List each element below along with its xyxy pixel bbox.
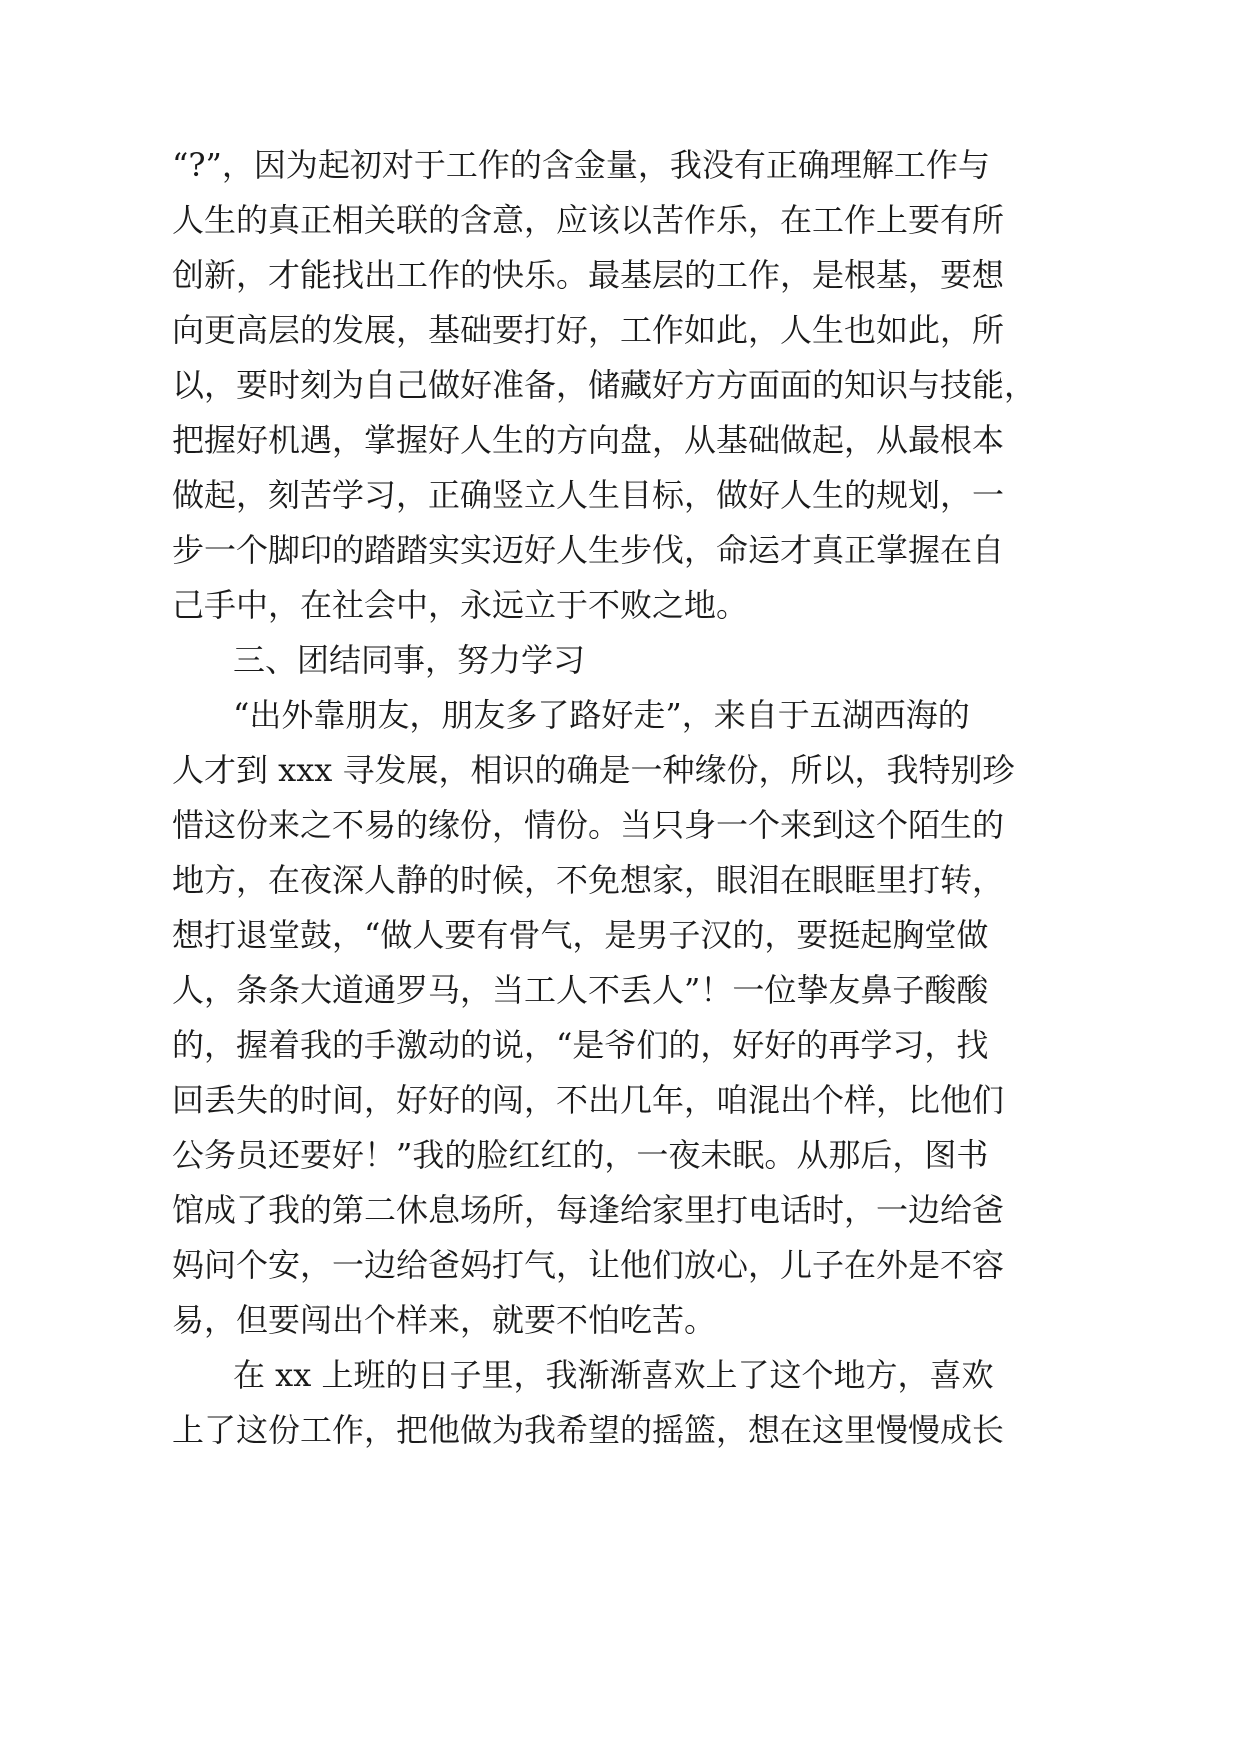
text-line xyxy=(0,1345,1241,1405)
text-line-content: 人才到 xxx 寻发展，相识的确是一种缘份，所以，我特别珍 xyxy=(172,751,1015,789)
text-line-content: 向更高层的发展，基础要打好，工作如此，人生也如此，所 xyxy=(172,311,1005,349)
text-line xyxy=(0,905,1241,965)
text-line-content: 创新，才能找出工作的快乐。最基层的工作，是根基，要想 xyxy=(172,256,1005,294)
text-line-content: 惜这份来之不易的缘份，情份。当只身一个来到这个陌生的 xyxy=(172,806,1005,844)
text-line xyxy=(0,190,1241,250)
text-line-content: 做起，刻苦学习，正确竖立人生目标，做好人生的规划，一 xyxy=(172,476,1005,514)
text-line xyxy=(0,300,1241,360)
text-line xyxy=(0,740,1241,800)
text-line xyxy=(0,1290,1241,1350)
text-line-content: 人生的真正相关联的含意，应该以苦作乐，在工作上要有所 xyxy=(172,201,1005,239)
section-heading xyxy=(0,630,1241,690)
text-line xyxy=(0,520,1241,580)
text-line-content: 馆成了我的第二休息场所，每逢给家里打电话时，一边给爸 xyxy=(172,1191,1005,1229)
text-line-content: 易，但要闯出个样来，就要不怕吃苦。 xyxy=(172,1301,717,1339)
text-line-content: “出外靠朋友，朋友多了路好走”，来自于五湖西海的 xyxy=(233,696,970,734)
text-line-content: 人，条条大道通罗马，当工人不丢人”！一位挚友鼻子酸酸 xyxy=(172,971,989,1009)
text-line xyxy=(0,1070,1241,1130)
section-heading-text: 三、团结同事，努力学习 xyxy=(233,641,586,679)
text-line-content: 妈问个安，一边给爸妈打气，让他们放心，儿子在外是不容 xyxy=(172,1246,1005,1284)
text-line-content: “?”，因为起初对于工作的含金量，我没有正确理解工作与 xyxy=(172,146,990,184)
text-line xyxy=(0,1400,1241,1460)
text-line xyxy=(0,355,1241,415)
text-line xyxy=(0,1235,1241,1295)
text-line xyxy=(0,245,1241,305)
text-line-content: 上了这份工作，把他做为我希望的摇篮，想在这里慢慢成长 xyxy=(172,1411,1005,1449)
text-line xyxy=(0,1125,1241,1185)
text-line xyxy=(0,135,1241,195)
text-line-content: 在 xx 上班的日子里，我渐渐喜欢上了这个地方，喜欢 xyxy=(233,1356,994,1394)
text-line xyxy=(0,685,1241,745)
text-line xyxy=(0,410,1241,470)
text-line-content: 公务员还要好！”我的脸红红的，一夜未眠。从那后，图书 xyxy=(172,1136,989,1174)
text-line xyxy=(0,960,1241,1020)
text-line-content: 想打退堂鼓，“做人要有骨气，是男子汉的，要挺起胸堂做 xyxy=(172,916,989,954)
text-line xyxy=(0,795,1241,855)
text-line xyxy=(0,850,1241,910)
text-line xyxy=(0,1015,1241,1075)
text-line xyxy=(0,465,1241,525)
text-line-content: 地方，在夜深人静的时候，不免想家，眼泪在眼眶里打转， xyxy=(172,861,1005,899)
text-line xyxy=(0,1180,1241,1240)
text-line-content: 己手中，在社会中，永远立于不败之地。 xyxy=(172,586,749,624)
text-line-content: 步一个脚印的踏踏实实迈好人生步伐，命运才真正掌握在自 xyxy=(172,531,1005,569)
text-line xyxy=(0,575,1241,635)
text-line-content: 的，握着我的手激动的说，“是爷们的，好好的再学习，找 xyxy=(172,1026,989,1064)
text-line-content: 把握好机遇，掌握好人生的方向盘，从基础做起，从最根本 xyxy=(172,421,1005,459)
text-line-content: 回丢失的时间，好好的闯，不出几年，咱混出个样，比他们 xyxy=(172,1081,1005,1119)
text-line-content: 以，要时刻为自己做好准备，储藏好方方面面的知识与技能， xyxy=(172,366,1037,404)
